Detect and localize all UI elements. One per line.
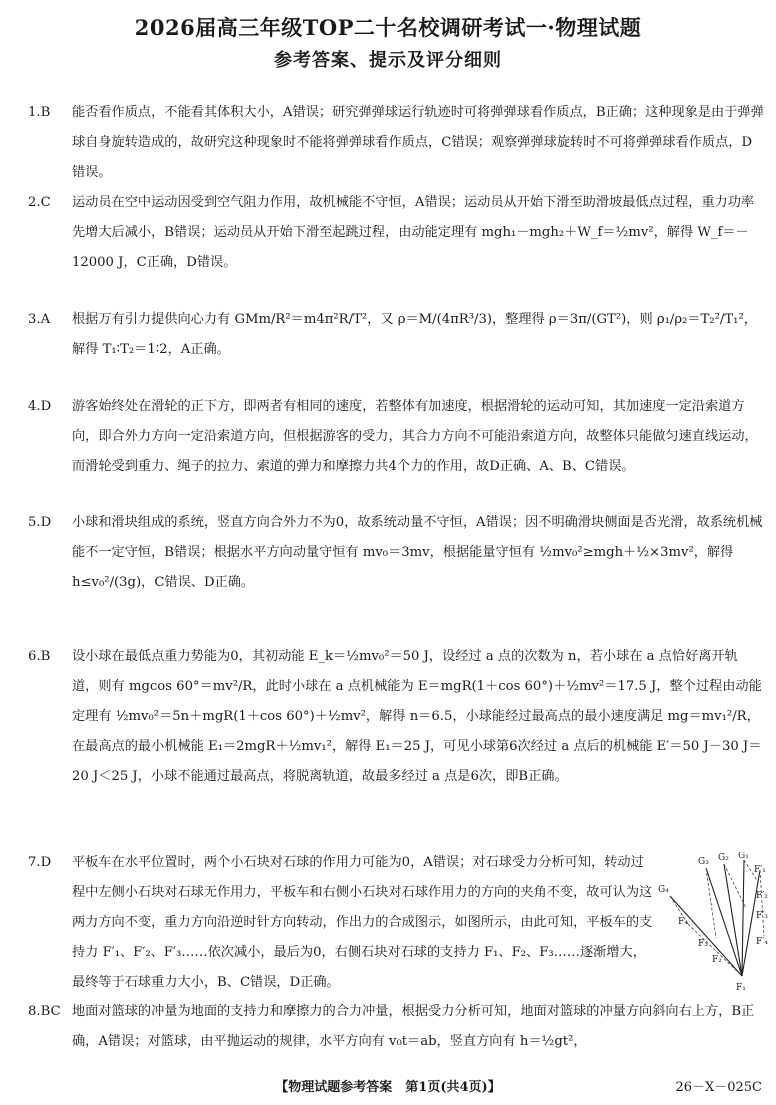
answer-item [28, 508, 764, 598]
figure-label: F₄ [678, 917, 688, 927]
figure-label: F′₄ [756, 937, 768, 947]
answer-text: 游客始终处在滑轮的正下方，即两者有相同的速度，若整体有加速度，根据滑轮的运动可知，其加速度一定沿索道方向，即合外力方向一定沿索道方向，但根据游客的受力，其合力方向不可能沿索道方向，故整体只能做匀速直线运动，而滑轮受到重力、绳子的拉力、索道的弹力和摩擦力共4个力的作用，故D正确、A、B、C错误。 [72, 399, 758, 474]
figure-label: G₂ [718, 853, 729, 863]
figure-label: G₄ [658, 885, 669, 895]
answer-item [28, 188, 764, 278]
answer-number: 8.BC [28, 1004, 61, 1019]
figure-label: F′₂ [756, 891, 768, 901]
answer-item [28, 848, 656, 998]
page-footer: 【物理试题参考答案 第1页(共4页)】 [275, 1080, 501, 1095]
answer-text: 设小球在最低点重力势能为0，其初动能 E_k＝½mv₀²＝50 J，设经过 a 点的次数为 n，若小球在 a 点恰好离开轨道，则有 mgcos 60°＝mv²/R，此时小球在 a 点机械能为 E＝mgR(1＋cos 60°)＋½mv²＝17.5 J，整个过程由动能定理有 ½mv₀²＝5n＋mgR(1＋cos 60°)＋½mv²，解得 n＝6.5，小球能经过最高点的最小速度满足 mg＝mv₁²/R，在最高点的最小机械能 E₁＝2mgR＋½mv₁²，解得 E₁＝25 J，可见小球第6次经过 a 点后的机械能 E′＝50 J－30 J＝20 J＜25 J，小球不能通过最高点，将脱离轨道，故最多经过 a 点是6次，即B正确。 [72, 649, 762, 784]
figure-label: F′₃ [756, 911, 768, 921]
page-subtitle: 参考答案、提示及评分细则 [274, 50, 502, 71]
answer-item [28, 642, 764, 792]
figure-label: F₁ [736, 983, 746, 992]
answer-text: 平板车在水平位置时，两个小石块对石球的作用力可能为0，A错误；对石球受力分析可知，转动过程中左侧小石块对石球无作用力，平板车和右侧小石块对石球作用力的方向的夹角不变，故可认为这两力方向不变，重力方向沿逆时针方向转动，作出力的合成图示，如图所示，由此可知，平板车的支持力 F′₁、F′₂、F′₃……依次减小，最后为0，右侧石块对石球的支持力 F₁、F₂、F₃……逐渐增大，最终等于石球重力大小，B、C错误，D正确。 [72, 855, 653, 990]
answer-text: 运动员在空中运动因受到空气阻力作用，故机械能不守恒，A错误；运动员从开始下滑至助滑坡最低点过程，重力功率先增大后减小，B错误；运动员从开始下滑至起跳过程，由动能定理有 mgh₁－mgh₂＋W_f＝½mv²，解得 W_f＝－12000 J，C正确，D错误。 [72, 195, 755, 270]
answer-number: 7.D [28, 855, 52, 870]
answer-number: 6.B [28, 649, 51, 664]
answer-text: 地面对篮球的冲量为地面的支持力和摩擦力的合力冲量，根据受力分析可知，地面对篮球的冲量方向斜向右上方，B正确，A错误；对篮球，由平抛运动的规律，水平方向有 v₀t＝ab，竖直方向有 h＝½gt²， [72, 1004, 755, 1049]
answer-number: 5.D [28, 515, 52, 530]
document-code: 26－X－025C [675, 1080, 762, 1095]
figure-label: F₃ [698, 939, 708, 949]
answer-number: 2.C [28, 195, 51, 210]
answer-number: 3.A [28, 312, 51, 327]
answer-text: 小球和滑块组成的系统，竖直方向合外力不为0，故系统动量不守恒，A错误；因不明确滑块侧面是否光滑，故系统机械能不一定守恒，B错误；根据水平方向动量守恒有 mv₀＝3mv，根据能量守恒有 ½mv₀²≥mgh＋½×3mv²，解得 h≤v₀²/(3g)，C错误、D正确。 [72, 515, 763, 590]
page-title: 2026届高三年级TOP二十名校调研考试一·物理试题 [134, 15, 642, 40]
answer-item [28, 392, 764, 482]
answer-item [28, 997, 764, 1057]
figure-label: F₂ [712, 955, 722, 965]
answer-text: 能否看作质点，不能看其体积大小，A错误；研究弹弹球运行轨迹时可将弹弹球看作质点，B正确；这种现象是由于弹弹球自身旋转造成的，故研究这种现象时不能将弹弹球看作质点，C错误；观察弹弹球旋转时不可将弹弹球看作质点，D错误。 [72, 105, 764, 180]
answer-number: 4.D [28, 399, 52, 414]
figure-label: G₁ [738, 852, 749, 861]
answer-number: 1.B [28, 105, 51, 120]
force-composition-diagram [654, 852, 770, 992]
figure-label: G₃ [698, 857, 709, 867]
figure-label: F′₁ [754, 865, 766, 875]
answer-item [28, 305, 764, 365]
answer-text: 根据万有引力提供向心力有 GMm/R²＝m4π²R/T²，又 ρ＝M/(4πR³/3)，整理得 ρ＝3π/(GT²)，则 ρ₁/ρ₂＝T₂²/T₁²，解得 T₁∶T₂＝1∶2，A正确。 [72, 312, 757, 357]
answer-item [28, 98, 764, 188]
